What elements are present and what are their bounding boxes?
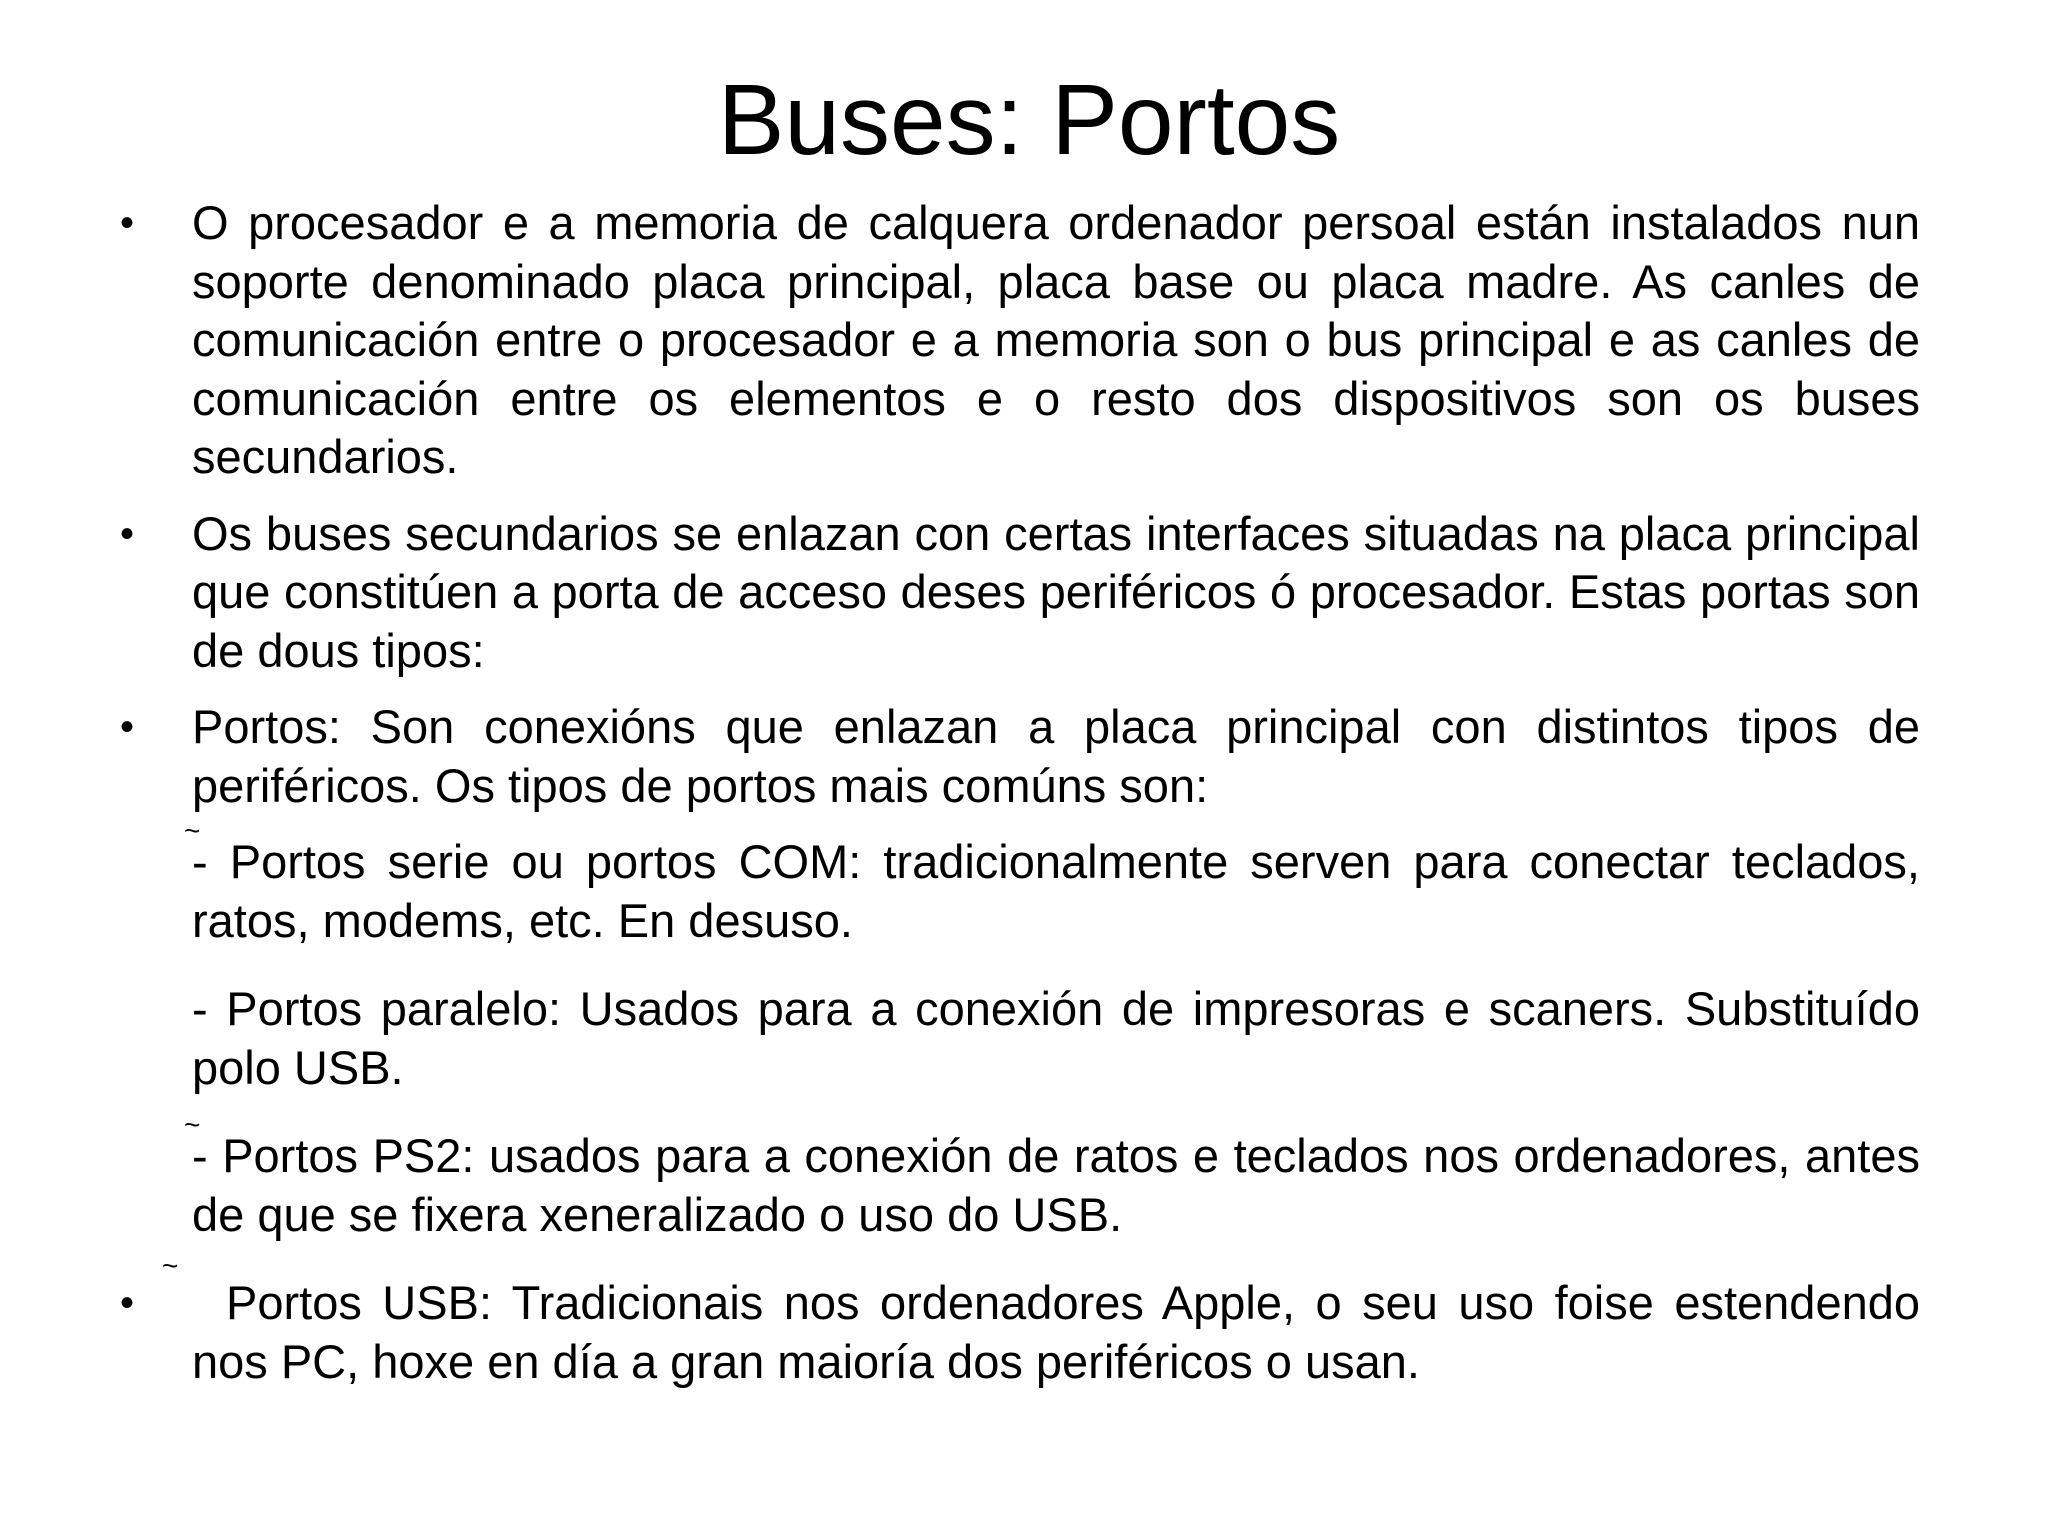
sub-item-portos-serie bbox=[120, 815, 1920, 950]
bullet-icon: • bbox=[120, 705, 135, 749]
sub-item-portos-paralelo bbox=[120, 980, 1920, 1097]
bullet-icon: • bbox=[120, 511, 135, 556]
paragraph-text: - Portos PS2: usados para a conexión de ratos e teclados nos ordenadores, antes de que se fixera xeneralizado o uso do USB. bbox=[192, 1129, 1920, 1241]
tilde-artifact-icon: ~ bbox=[184, 815, 201, 846]
paragraph-text: O procesador e a memoria de calquera ordenador persoal están instalados nun soporte denominado placa principal, placa base ou placa madre. As canles de comunicación entre o procesador e a memoria son o bus principal e as canles de comunicación entre os elementos e o resto dos dispositivos son os buses secundarios. bbox=[192, 196, 1920, 483]
tilde-artifact-icon: ~ bbox=[184, 1109, 201, 1140]
bullet-icon: • bbox=[120, 201, 135, 245]
sub-item-portos-ps2 bbox=[120, 1109, 1920, 1244]
paragraph-portos bbox=[120, 698, 1920, 815]
paragraph-text: Portos: Son conexións que enlazan a placa principal con distintos tipos de periféricos. Os tipos de portos mais comúns son: bbox=[192, 700, 1920, 812]
tilde-artifact-icon: ~ bbox=[162, 1250, 179, 1281]
paragraph-text: - Portos serie ou portos COM: tradicionalmente serven para conectar teclados, ratos, modems, etc. En desuso. bbox=[192, 835, 1920, 947]
paragraph-text: - Portos paralelo: Usados para a conexión de impresoras e scaners. Substituído polo USB. bbox=[192, 982, 1920, 1094]
bullet-icon: • bbox=[120, 1281, 135, 1325]
paragraph-portos-usb bbox=[120, 1250, 1920, 1391]
paragraph-text: Os buses secundarios se enlazan con certas interfaces situadas na placa principal que constitúen a porta de acceso deses periféricos ó procesador. Estas portas son de dous tipos: bbox=[192, 506, 1920, 677]
paragraph-text: Portos USB: Tradicionais nos ordenadores Apple, o seu uso foise estendendo nos PC, hoxe en día a gran maioría dos periféricos o usan. bbox=[192, 1276, 1920, 1388]
paragraph-buses-secundarios bbox=[120, 505, 1920, 681]
slide-body bbox=[120, 194, 1920, 1409]
slide-title: Buses: Portos bbox=[717, 64, 1341, 176]
paragraph-placa-principal bbox=[120, 194, 1920, 487]
